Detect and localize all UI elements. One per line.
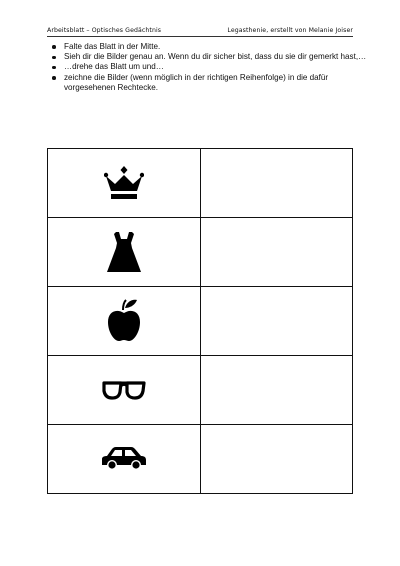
grid-row [48,287,353,356]
apple-icon [106,299,142,343]
drawing-box[interactable] [201,218,353,287]
header-left-title: Arbeitsblatt – Optisches Gedächtnis [47,27,162,34]
page-header [47,27,353,34]
glasses-icon [101,380,147,400]
picture-cell [48,218,201,287]
drawing-box[interactable] [201,149,353,218]
header-right-author: Legasthenie, erstellt von Melanie Joiser [227,27,353,34]
drawing-box[interactable] [201,425,353,494]
instruction-item: zeichne die Bilder (wenn möglich in der richtigen Reihenfolge) in die dafür vorgesehenen Rechtecke. [64,73,374,93]
memory-grid [47,148,353,494]
instruction-item: Falte das Blatt in der Mitte. [64,42,374,52]
crown-icon [104,166,144,200]
header-divider [47,36,353,37]
picture-cell [48,425,201,494]
picture-cell [48,287,201,356]
instruction-item: …drehe das Blatt um und… [64,62,374,72]
instruction-item: Sieh dir die Bilder genau an. Wenn du dir sicher bist, dass du sie dir gemerkt hast,… [64,52,374,62]
car-icon [100,446,148,472]
instruction-list [47,42,374,93]
drawing-box[interactable] [201,356,353,425]
picture-cell [48,149,201,218]
picture-cell [48,356,201,425]
dress-icon [104,230,144,274]
grid-row [48,149,353,218]
grid-row [48,218,353,287]
drawing-box[interactable] [201,287,353,356]
grid-row [48,425,353,494]
grid-row [48,356,353,425]
